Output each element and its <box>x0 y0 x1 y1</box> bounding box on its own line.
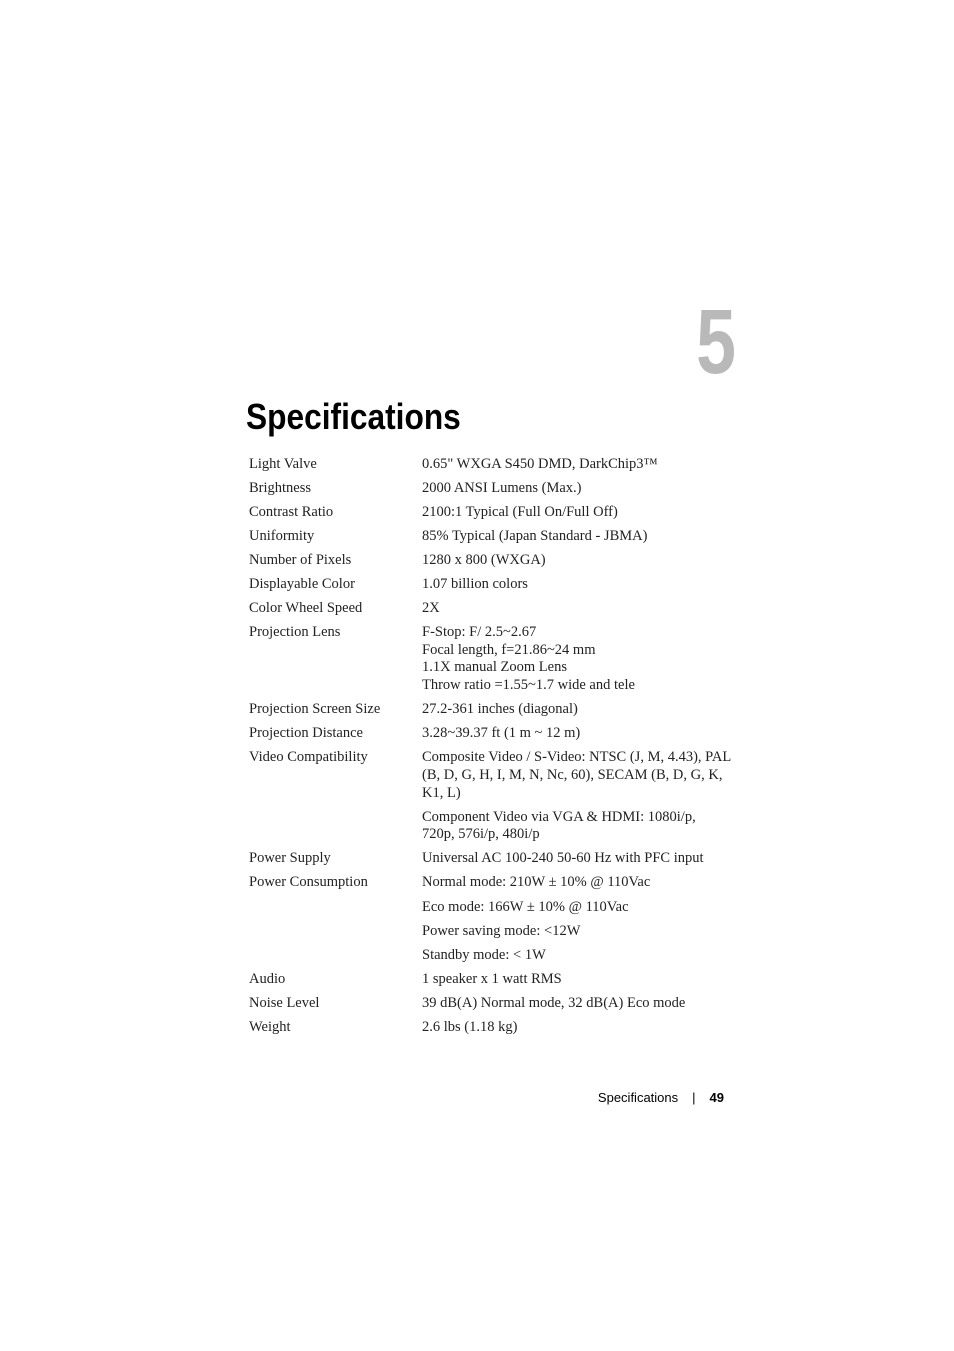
spec-value-paragraph <box>422 947 739 965</box>
spec-label: Contrast Ratio <box>249 504 334 520</box>
spec-value-line: K1, L) <box>422 784 461 801</box>
spec-row <box>249 528 739 546</box>
spec-value-line: 1.07 billion colors <box>422 576 528 592</box>
spec-row <box>249 850 739 868</box>
spec-value-paragraph <box>422 874 739 892</box>
spec-label: Power Consumption <box>249 874 368 891</box>
spec-value <box>422 528 739 546</box>
spec-value <box>422 850 739 868</box>
spec-value-line: 1 speaker x 1 watt RMS <box>422 971 562 988</box>
spec-value <box>422 1019 739 1037</box>
spec-value-line: 2X <box>422 600 440 616</box>
spec-value-paragraph <box>422 971 739 989</box>
spec-value-line: Normal mode: 210W ± 10% @ 110Vac <box>422 874 651 891</box>
spec-value-line: 39 dB(A) Normal mode, 32 dB(A) Eco mode <box>422 995 686 1012</box>
page-title: Specifications <box>246 396 461 437</box>
spec-value-line: Throw ratio =1.55~1.7 wide and tele <box>422 677 635 694</box>
spec-row <box>249 725 739 743</box>
spec-row <box>249 701 739 719</box>
spec-value-line: 0.65" WXGA S450 DMD, DarkChip3™ <box>422 456 658 472</box>
spec-value-line: 720p, 576i/p, 480i/p <box>422 826 540 843</box>
spec-value <box>422 725 739 743</box>
spec-value-paragraph <box>422 456 739 474</box>
spec-label: Noise Level <box>249 995 320 1012</box>
spec-row <box>249 456 739 474</box>
spec-value <box>422 971 739 989</box>
spec-label: Projection Screen Size <box>249 701 381 718</box>
spec-label: Displayable Color <box>249 576 355 592</box>
page-number: 49 <box>709 1090 724 1105</box>
footer-separator: | <box>692 1090 696 1105</box>
spec-value-line: Component Video via VGA & HDMI: 1080i/p, <box>422 808 696 825</box>
spec-value-line: 2.6 lbs (1.18 kg) <box>422 1019 518 1036</box>
spec-value-paragraph <box>422 850 739 868</box>
spec-row <box>249 576 739 594</box>
spec-value-paragraph <box>422 480 739 498</box>
spec-value-line: 2100:1 Typical (Full On/Full Off) <box>422 504 618 520</box>
spec-value <box>422 552 739 570</box>
spec-row <box>249 624 739 695</box>
spec-label: Number of Pixels <box>249 552 352 568</box>
footer-section-title: Specifications <box>597 1090 679 1105</box>
spec-value-paragraph <box>422 899 739 917</box>
spec-value-paragraph <box>422 624 739 695</box>
spec-value <box>422 749 739 844</box>
spec-label: Color Wheel Speed <box>249 600 363 616</box>
spec-row <box>249 874 739 964</box>
spec-value <box>422 624 739 695</box>
spec-row <box>249 552 739 570</box>
spec-value-line: 2000 ANSI Lumens (Max.) <box>422 480 582 496</box>
spec-label: Audio <box>249 971 286 988</box>
spec-value-line: 27.2-361 inches (diagonal) <box>422 701 578 718</box>
spec-label: Brightness <box>249 480 312 496</box>
spec-row <box>249 749 739 844</box>
spec-value-line: 1.1X manual Zoom Lens <box>422 659 567 676</box>
spec-value-paragraph <box>422 576 739 594</box>
spec-value <box>422 480 739 498</box>
spec-row <box>249 600 739 618</box>
spec-value-line: Composite Video / S-Video: NTSC (J, M, 4.43), PAL <box>422 749 732 766</box>
spec-value <box>422 504 739 522</box>
spec-row <box>249 480 739 498</box>
spec-value-line: 1280 x 800 (WXGA) <box>422 552 546 568</box>
spec-label: Projection Distance <box>249 725 363 742</box>
spec-value-paragraph <box>422 600 739 618</box>
spec-value-line: F-Stop: F/ 2.5~2.67 <box>422 624 537 640</box>
spec-value-paragraph <box>422 552 739 570</box>
spec-row <box>249 995 739 1013</box>
spec-value <box>422 874 739 964</box>
spec-row <box>249 504 739 522</box>
spec-label: Power Supply <box>249 850 331 867</box>
spec-value-paragraph <box>422 504 739 522</box>
spec-value-line: Power saving mode: <12W <box>422 922 581 939</box>
spec-value-paragraph <box>422 809 739 844</box>
spec-label: Projection Lens <box>249 624 341 640</box>
spec-value-line: Focal length, f=21.86~24 mm <box>422 641 596 658</box>
chapter-number: 5 <box>696 291 736 393</box>
spec-value-line: Standby mode: < 1W <box>422 947 546 964</box>
spec-label: Uniformity <box>249 528 315 544</box>
spec-value-paragraph <box>422 1019 739 1037</box>
spec-value-paragraph <box>422 749 739 802</box>
spec-row <box>249 1019 739 1037</box>
page-footer <box>560 1089 724 1107</box>
spec-value-line: (B, D, G, H, I, M, N, Nc, 60), SECAM (B, D, G, K, <box>422 766 723 783</box>
spec-value <box>422 456 739 474</box>
spec-value-paragraph <box>422 725 739 743</box>
spec-label: Light Valve <box>249 456 317 472</box>
spec-value-paragraph <box>422 528 739 546</box>
spec-value-line: 3.28~39.37 ft (1 m ~ 12 m) <box>422 725 581 742</box>
spec-value-line: 85% Typical (Japan Standard - JBMA) <box>422 528 648 544</box>
spec-value <box>422 701 739 719</box>
spec-label: Video Compatibility <box>249 749 368 766</box>
spec-value-paragraph <box>422 995 739 1013</box>
spec-value <box>422 576 739 594</box>
spec-value-paragraph <box>422 923 739 941</box>
spec-label: Weight <box>249 1019 291 1036</box>
spec-table <box>249 456 739 1043</box>
spec-value-line: Universal AC 100-240 50-60 Hz with PFC input <box>422 850 704 867</box>
spec-value <box>422 995 739 1013</box>
spec-row <box>249 971 739 989</box>
spec-value <box>422 600 739 618</box>
spec-value-paragraph <box>422 701 739 719</box>
spec-value-line: Eco mode: 166W ± 10% @ 110Vac <box>422 898 629 915</box>
